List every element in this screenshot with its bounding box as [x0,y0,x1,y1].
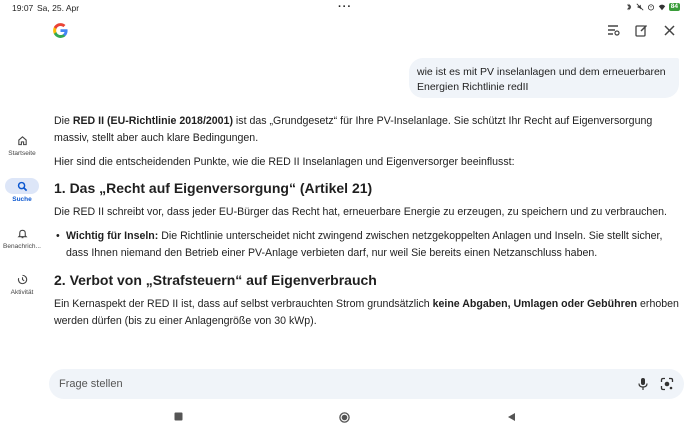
search-icon [5,178,39,194]
top-toolbar [606,23,676,37]
wifi-icon [658,3,666,11]
ask-input[interactable] [59,376,619,392]
edit-icon[interactable] [634,23,648,37]
bell-icon [5,225,39,241]
section-2-pre: Ein Kernaspekt der RED II ist, dass auf selbst verbrauchten Strom grundsätzlich [54,298,433,310]
mic-icon[interactable] [637,377,649,391]
close-icon[interactable] [662,23,676,37]
status-bar [0,0,690,16]
rail-item-activity[interactable] [0,271,44,296]
rail-item-notifications[interactable] [0,225,44,250]
user-message-bubble: wie ist es mit PV inselanlagen und dem erneuerbaren Energien Richtlinie redII [409,58,679,98]
bluetooth-icon [625,3,633,11]
section-2-text [54,296,684,329]
answer-lead: Hier sind die entscheidenden Punkte, wie die RED II Inselanlagen und Eigenversorger beeinflusst: [54,156,515,168]
prompt-bar [49,369,684,399]
section-2-bold: keine Abgaben, Umlagen oder Gebühren [432,298,638,310]
status-time: 19:07 [12,3,34,13]
section-1-list [66,228,684,261]
section-2-post: erhoben werden dürfen (bis zu einer Anlagengröße von 30 kWp). [54,298,679,327]
rail-item-label: Startseite [8,150,36,157]
back-icon[interactable] [507,412,516,422]
answer-intro-bold: RED II (EU-Richtlinie 2018/2001) [72,115,233,127]
rail-item-search[interactable] [0,178,44,203]
rail-item-label: Aktivität [10,289,34,296]
answer-intro-post: ist das „Grundgesetz“ für Ihre PV-Inselanlage. Sie schützt Ihr Recht auf Eigenversorgung massiv, stellt aber auch klare Bedingungen. [54,115,653,144]
lens-icon[interactable] [660,377,674,391]
section-heading-1: 1. Das „Recht auf Eigenversorgung“ (Artikel 21) [54,179,373,196]
list-item [66,228,684,261]
section-heading-2: 2. Verbot von „Strafsteuern“ auf Eigenverbrauch [54,272,377,288]
bullet-bold: Wichtig für Inseln: [66,230,159,242]
list-settings-icon[interactable] [606,23,620,37]
status-icons [625,3,680,11]
status-date: Sa, 25. Apr [37,3,80,13]
recents-icon[interactable] [174,412,183,421]
google-logo [52,22,69,39]
rail-item-home[interactable] [0,132,44,157]
section-1-text: Die RED II schreibt vor, dass jeder EU-Bürger das Recht hat, erneuerbare Energie zu erzeugen, zu speichern und zu verbrauchen. [54,205,667,218]
rail-item-label: Benachrich... [3,243,41,250]
more-dots-icon[interactable]: ··· [338,1,352,13]
silent-icon [636,3,644,11]
answer-intro-pre: Die [54,115,73,127]
activity-icon [5,271,39,287]
bullet-text: Die Richtlinie unterscheidet nicht zwingend zwischen netzgekoppelten Anlagen und Inseln. Sie stellt sicher, dass Ihnen niemand den Betrieb einer PV-Anlage verbieten darf, nur weil Sie bereits einen Netzanschluss haben. [66,230,663,259]
battery-indicator: 84 [670,3,678,10]
home-nav-icon[interactable] [339,412,350,423]
rail-item-label: Suche [12,196,32,203]
answer-intro [54,113,684,146]
ai-answer [54,113,684,337]
system-nav-bar [0,407,690,431]
home-icon [5,132,39,148]
alarm-icon [647,3,655,11]
